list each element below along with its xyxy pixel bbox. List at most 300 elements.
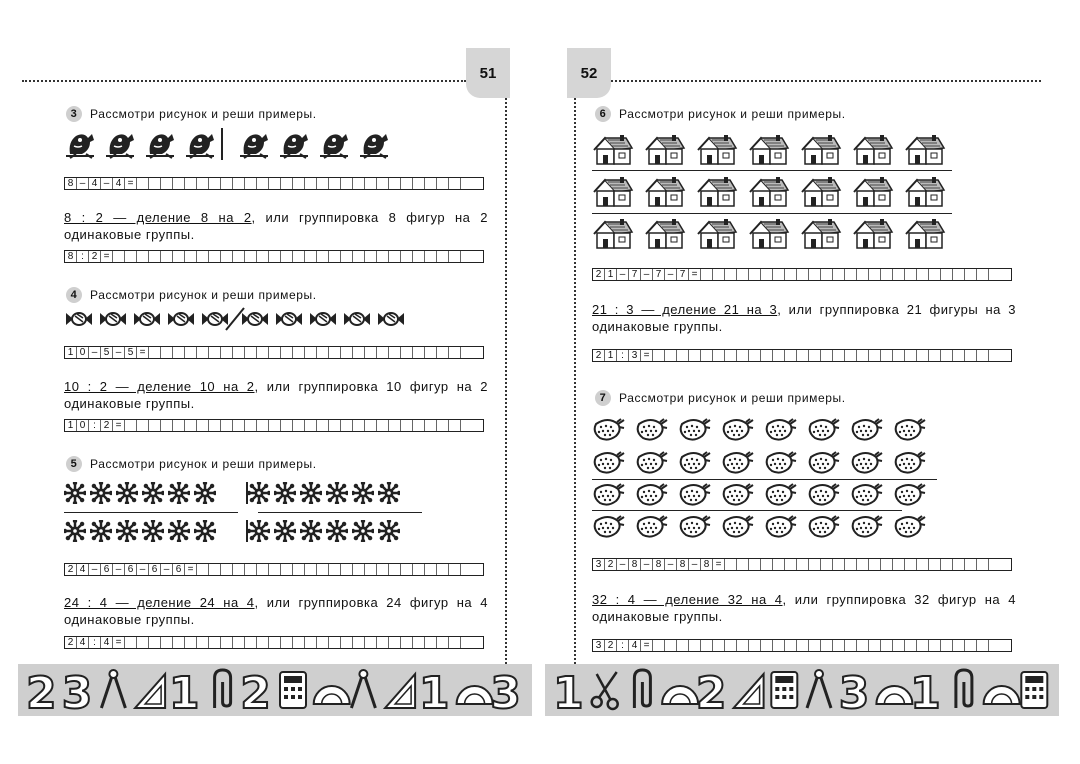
grid-cell-empty[interactable] [137, 637, 149, 648]
grid-cell-filled[interactable]: – [665, 559, 677, 570]
grid-cell-empty[interactable] [209, 637, 221, 648]
grid-cell-empty[interactable] [197, 251, 209, 262]
grid-cell-empty[interactable] [233, 347, 245, 358]
grid-cell-empty[interactable] [353, 178, 365, 189]
grid-cell-empty[interactable] [329, 637, 341, 648]
grid-cell-empty[interactable] [953, 640, 965, 651]
grid-cell-filled[interactable]: – [113, 347, 125, 358]
grid-cell-empty[interactable] [377, 251, 389, 262]
grid-cell-empty[interactable] [449, 178, 461, 189]
grid-cell-empty[interactable] [941, 269, 953, 280]
grid-cell-filled[interactable]: 8 [629, 559, 641, 570]
grid-cell-filled[interactable]: 8 [653, 559, 665, 570]
grid-cell-empty[interactable] [905, 269, 917, 280]
grid-cell-empty[interactable] [725, 269, 737, 280]
grid-cell-empty[interactable] [149, 347, 161, 358]
grid-cell-empty[interactable] [797, 350, 809, 361]
grid-cell-empty[interactable] [377, 178, 389, 189]
grid-cell-empty[interactable] [821, 640, 833, 651]
grid-cell-empty[interactable] [761, 350, 773, 361]
grid-cell-empty[interactable] [869, 559, 881, 570]
grid-cell-empty[interactable] [449, 251, 461, 262]
grid-cell-empty[interactable] [317, 564, 329, 575]
grid-cell-empty[interactable] [161, 178, 173, 189]
grid-cell-empty[interactable] [341, 178, 353, 189]
grid-cell-empty[interactable] [293, 564, 305, 575]
grid-cell-empty[interactable] [209, 420, 221, 431]
grid-cell-empty[interactable] [257, 637, 269, 648]
grid-cell-empty[interactable] [281, 251, 293, 262]
grid-cell-empty[interactable] [761, 269, 773, 280]
grid-cell-empty[interactable] [293, 420, 305, 431]
grid-cell-filled[interactable]: 4 [629, 640, 641, 651]
answer-grid[interactable] [64, 346, 484, 359]
grid-cell-empty[interactable] [329, 420, 341, 431]
grid-cell-empty[interactable] [353, 420, 365, 431]
grid-cell-empty[interactable] [701, 269, 713, 280]
grid-cell-empty[interactable] [677, 640, 689, 651]
grid-cell-empty[interactable] [905, 559, 917, 570]
grid-cell-empty[interactable] [221, 178, 233, 189]
grid-cell-empty[interactable] [437, 347, 449, 358]
grid-cell-filled[interactable]: : [617, 350, 629, 361]
grid-cell-empty[interactable] [665, 350, 677, 361]
grid-cell-empty[interactable] [293, 347, 305, 358]
grid-cell-empty[interactable] [845, 559, 857, 570]
grid-cell-empty[interactable] [173, 347, 185, 358]
grid-cell-empty[interactable] [809, 559, 821, 570]
grid-cell-filled[interactable]: = [137, 347, 149, 358]
grid-cell-empty[interactable] [929, 640, 941, 651]
grid-cell-empty[interactable] [857, 350, 869, 361]
grid-cell-empty[interactable] [317, 420, 329, 431]
grid-cell-empty[interactable] [245, 564, 257, 575]
grid-cell-empty[interactable] [365, 637, 377, 648]
grid-cell-empty[interactable] [401, 637, 413, 648]
grid-cell-empty[interactable] [389, 420, 401, 431]
grid-cell-empty[interactable] [161, 347, 173, 358]
grid-cell-filled[interactable]: 3 [593, 640, 605, 651]
grid-cell-empty[interactable] [149, 637, 161, 648]
grid-cell-empty[interactable] [365, 178, 377, 189]
grid-cell-filled[interactable]: 5 [125, 347, 137, 358]
grid-cell-empty[interactable] [893, 269, 905, 280]
grid-cell-empty[interactable] [821, 269, 833, 280]
grid-cell-empty[interactable] [809, 269, 821, 280]
grid-cell-filled[interactable]: 8 [677, 559, 689, 570]
grid-cell-filled[interactable]: 7 [653, 269, 665, 280]
grid-cell-filled[interactable]: 3 [629, 350, 641, 361]
answer-grid[interactable] [592, 349, 1012, 362]
grid-cell-empty[interactable] [305, 564, 317, 575]
grid-cell-empty[interactable] [881, 350, 893, 361]
grid-cell-empty[interactable] [713, 640, 725, 651]
grid-cell-empty[interactable] [413, 178, 425, 189]
grid-cell-empty[interactable] [917, 640, 929, 651]
grid-cell-empty[interactable] [125, 420, 137, 431]
grid-cell-empty[interactable] [389, 347, 401, 358]
grid-cell-empty[interactable] [977, 350, 989, 361]
grid-cell-empty[interactable] [329, 564, 341, 575]
grid-cell-empty[interactable] [713, 350, 725, 361]
grid-cell-empty[interactable] [389, 251, 401, 262]
grid-cell-empty[interactable] [977, 269, 989, 280]
grid-cell-empty[interactable] [221, 347, 233, 358]
grid-cell-empty[interactable] [749, 559, 761, 570]
grid-cell-filled[interactable]: 2 [65, 564, 77, 575]
grid-cell-empty[interactable] [269, 347, 281, 358]
grid-cell-empty[interactable] [281, 420, 293, 431]
grid-cell-empty[interactable] [461, 347, 472, 358]
grid-cell-empty[interactable] [989, 350, 1000, 361]
grid-cell-empty[interactable] [269, 251, 281, 262]
grid-cell-empty[interactable] [773, 559, 785, 570]
grid-cell-empty[interactable] [425, 637, 437, 648]
grid-cell-empty[interactable] [125, 637, 137, 648]
grid-cell-filled[interactable]: = [113, 420, 125, 431]
grid-cell-empty[interactable] [833, 269, 845, 280]
grid-cell-filled[interactable]: = [641, 640, 653, 651]
grid-cell-empty[interactable] [305, 347, 317, 358]
grid-cell-filled[interactable]: 4 [89, 178, 101, 189]
grid-cell-empty[interactable] [341, 637, 353, 648]
grid-cell-empty[interactable] [149, 420, 161, 431]
grid-cell-empty[interactable] [197, 564, 209, 575]
grid-cell-empty[interactable] [401, 347, 413, 358]
grid-cell-filled[interactable]: 4 [77, 637, 89, 648]
grid-cell-empty[interactable] [257, 178, 269, 189]
grid-cell-empty[interactable] [389, 564, 401, 575]
grid-cell-empty[interactable] [833, 350, 845, 361]
grid-cell-empty[interactable] [425, 420, 437, 431]
grid-cell-empty[interactable] [989, 640, 1000, 651]
grid-cell-filled[interactable]: : [89, 420, 101, 431]
grid-cell-empty[interactable] [797, 559, 809, 570]
grid-cell-empty[interactable] [737, 640, 749, 651]
grid-cell-filled[interactable]: = [185, 564, 197, 575]
grid-cell-empty[interactable] [197, 637, 209, 648]
grid-cell-filled[interactable]: – [161, 564, 173, 575]
grid-cell-empty[interactable] [953, 350, 965, 361]
grid-cell-empty[interactable] [281, 347, 293, 358]
grid-cell-empty[interactable] [929, 269, 941, 280]
grid-cell-empty[interactable] [461, 564, 472, 575]
grid-cell-empty[interactable] [665, 640, 677, 651]
grid-cell-empty[interactable] [893, 350, 905, 361]
grid-cell-empty[interactable] [377, 347, 389, 358]
grid-cell-filled[interactable]: 6 [101, 564, 113, 575]
grid-cell-empty[interactable] [233, 637, 245, 648]
grid-cell-empty[interactable] [269, 637, 281, 648]
grid-cell-empty[interactable] [197, 178, 209, 189]
grid-cell-filled[interactable]: = [641, 350, 653, 361]
grid-cell-empty[interactable] [653, 640, 665, 651]
grid-cell-empty[interactable] [845, 350, 857, 361]
grid-cell-filled[interactable]: 1 [605, 350, 617, 361]
grid-cell-empty[interactable] [365, 420, 377, 431]
grid-cell-empty[interactable] [881, 640, 893, 651]
grid-cell-empty[interactable] [413, 420, 425, 431]
grid-cell-empty[interactable] [749, 640, 761, 651]
grid-cell-empty[interactable] [185, 637, 197, 648]
grid-cell-empty[interactable] [461, 251, 472, 262]
grid-cell-empty[interactable] [233, 178, 245, 189]
grid-cell-empty[interactable] [845, 640, 857, 651]
grid-cell-empty[interactable] [365, 564, 377, 575]
grid-cell-empty[interactable] [929, 559, 941, 570]
grid-cell-filled[interactable]: – [113, 564, 125, 575]
grid-cell-empty[interactable] [953, 269, 965, 280]
grid-cell-empty[interactable] [257, 564, 269, 575]
grid-cell-empty[interactable] [785, 269, 797, 280]
grid-cell-filled[interactable]: 1 [65, 420, 77, 431]
grid-cell-empty[interactable] [353, 251, 365, 262]
grid-cell-empty[interactable] [989, 269, 1000, 280]
grid-cell-empty[interactable] [437, 251, 449, 262]
grid-cell-empty[interactable] [977, 640, 989, 651]
grid-cell-empty[interactable] [737, 559, 749, 570]
grid-cell-empty[interactable] [269, 564, 281, 575]
grid-cell-empty[interactable] [461, 637, 472, 648]
grid-cell-empty[interactable] [689, 640, 701, 651]
grid-cell-empty[interactable] [317, 178, 329, 189]
grid-cell-empty[interactable] [401, 251, 413, 262]
grid-cell-empty[interactable] [341, 347, 353, 358]
grid-cell-empty[interactable] [161, 420, 173, 431]
grid-cell-empty[interactable] [281, 637, 293, 648]
grid-cell-empty[interactable] [353, 637, 365, 648]
grid-cell-empty[interactable] [257, 251, 269, 262]
grid-cell-empty[interactable] [941, 640, 953, 651]
grid-cell-empty[interactable] [413, 564, 425, 575]
grid-cell-empty[interactable] [329, 251, 341, 262]
grid-cell-empty[interactable] [725, 559, 737, 570]
grid-cell-filled[interactable]: 1 [65, 347, 77, 358]
grid-cell-filled[interactable]: 4 [77, 564, 89, 575]
answer-grid[interactable] [592, 639, 1012, 652]
grid-cell-empty[interactable] [161, 637, 173, 648]
grid-cell-empty[interactable] [725, 350, 737, 361]
grid-cell-filled[interactable]: 8 [65, 251, 77, 262]
grid-cell-empty[interactable] [401, 178, 413, 189]
grid-cell-empty[interactable] [209, 347, 221, 358]
grid-cell-empty[interactable] [821, 559, 833, 570]
grid-cell-empty[interactable] [989, 559, 1000, 570]
grid-cell-empty[interactable] [305, 637, 317, 648]
grid-cell-empty[interactable] [461, 420, 472, 431]
grid-cell-empty[interactable] [701, 640, 713, 651]
grid-cell-empty[interactable] [809, 350, 821, 361]
grid-cell-filled[interactable]: 4 [101, 637, 113, 648]
grid-cell-empty[interactable] [293, 251, 305, 262]
grid-cell-empty[interactable] [653, 350, 665, 361]
grid-cell-empty[interactable] [221, 637, 233, 648]
grid-cell-empty[interactable] [845, 269, 857, 280]
grid-cell-filled[interactable]: = [689, 269, 701, 280]
grid-cell-empty[interactable] [821, 350, 833, 361]
answer-grid[interactable] [64, 419, 484, 432]
grid-cell-empty[interactable] [773, 640, 785, 651]
grid-cell-empty[interactable] [149, 251, 161, 262]
grid-cell-filled[interactable]: – [137, 564, 149, 575]
grid-cell-empty[interactable] [209, 178, 221, 189]
grid-cell-empty[interactable] [941, 559, 953, 570]
grid-cell-empty[interactable] [917, 269, 929, 280]
grid-cell-empty[interactable] [185, 347, 197, 358]
grid-cell-empty[interactable] [197, 420, 209, 431]
grid-cell-empty[interactable] [425, 347, 437, 358]
grid-cell-empty[interactable] [749, 269, 761, 280]
grid-cell-empty[interactable] [677, 350, 689, 361]
grid-cell-filled[interactable]: 0 [77, 347, 89, 358]
grid-cell-empty[interactable] [209, 564, 221, 575]
grid-cell-empty[interactable] [761, 640, 773, 651]
answer-grid[interactable] [64, 563, 484, 576]
grid-cell-empty[interactable] [461, 178, 472, 189]
grid-cell-empty[interactable] [221, 564, 233, 575]
grid-cell-filled[interactable]: 0 [77, 420, 89, 431]
grid-cell-empty[interactable] [269, 420, 281, 431]
grid-cell-empty[interactable] [197, 347, 209, 358]
grid-cell-empty[interactable] [869, 640, 881, 651]
grid-cell-filled[interactable]: – [101, 178, 113, 189]
grid-cell-empty[interactable] [881, 269, 893, 280]
grid-cell-empty[interactable] [233, 251, 245, 262]
grid-cell-empty[interactable] [401, 420, 413, 431]
grid-cell-empty[interactable] [305, 178, 317, 189]
grid-cell-filled[interactable]: – [89, 347, 101, 358]
grid-cell-empty[interactable] [689, 350, 701, 361]
grid-cell-empty[interactable] [185, 178, 197, 189]
grid-cell-empty[interactable] [173, 420, 185, 431]
grid-cell-empty[interactable] [413, 251, 425, 262]
grid-cell-empty[interactable] [353, 347, 365, 358]
grid-cell-filled[interactable]: 6 [149, 564, 161, 575]
grid-cell-filled[interactable]: 2 [89, 251, 101, 262]
grid-cell-empty[interactable] [173, 178, 185, 189]
grid-cell-empty[interactable] [209, 251, 221, 262]
grid-cell-empty[interactable] [173, 251, 185, 262]
grid-cell-empty[interactable] [869, 269, 881, 280]
grid-cell-empty[interactable] [245, 251, 257, 262]
answer-grid[interactable] [64, 177, 484, 190]
grid-cell-empty[interactable] [221, 420, 233, 431]
grid-cell-empty[interactable] [329, 347, 341, 358]
grid-cell-filled[interactable]: 8 [701, 559, 713, 570]
grid-cell-empty[interactable] [377, 637, 389, 648]
grid-cell-empty[interactable] [785, 559, 797, 570]
grid-cell-empty[interactable] [893, 559, 905, 570]
grid-cell-empty[interactable] [797, 269, 809, 280]
grid-cell-empty[interactable] [929, 350, 941, 361]
grid-cell-empty[interactable] [389, 178, 401, 189]
grid-cell-empty[interactable] [965, 350, 977, 361]
grid-cell-empty[interactable] [965, 269, 977, 280]
grid-cell-filled[interactable]: = [101, 251, 113, 262]
grid-cell-filled[interactable]: 6 [173, 564, 185, 575]
grid-cell-empty[interactable] [365, 251, 377, 262]
grid-cell-empty[interactable] [269, 178, 281, 189]
grid-cell-empty[interactable] [281, 564, 293, 575]
grid-cell-empty[interactable] [905, 640, 917, 651]
grid-cell-empty[interactable] [437, 420, 449, 431]
grid-cell-empty[interactable] [881, 559, 893, 570]
grid-cell-empty[interactable] [449, 420, 461, 431]
grid-cell-empty[interactable] [353, 564, 365, 575]
grid-cell-empty[interactable] [773, 269, 785, 280]
grid-cell-filled[interactable]: – [689, 559, 701, 570]
grid-cell-empty[interactable] [725, 640, 737, 651]
grid-cell-empty[interactable] [857, 269, 869, 280]
grid-cell-empty[interactable] [953, 559, 965, 570]
grid-cell-empty[interactable] [797, 640, 809, 651]
grid-cell-empty[interactable] [413, 347, 425, 358]
grid-cell-filled[interactable]: – [617, 559, 629, 570]
grid-cell-empty[interactable] [329, 178, 341, 189]
grid-cell-empty[interactable] [449, 564, 461, 575]
grid-cell-empty[interactable] [281, 178, 293, 189]
grid-cell-empty[interactable] [245, 178, 257, 189]
grid-cell-empty[interactable] [257, 420, 269, 431]
grid-cell-empty[interactable] [317, 637, 329, 648]
grid-cell-empty[interactable] [437, 637, 449, 648]
grid-cell-empty[interactable] [317, 251, 329, 262]
grid-cell-empty[interactable] [245, 347, 257, 358]
grid-cell-filled[interactable]: 2 [593, 269, 605, 280]
grid-cell-empty[interactable] [425, 178, 437, 189]
grid-cell-empty[interactable] [425, 564, 437, 575]
grid-cell-empty[interactable] [245, 637, 257, 648]
grid-cell-empty[interactable] [233, 420, 245, 431]
grid-cell-filled[interactable]: 1 [605, 269, 617, 280]
grid-cell-filled[interactable]: 4 [113, 178, 125, 189]
answer-grid[interactable] [64, 636, 484, 649]
grid-cell-empty[interactable] [905, 350, 917, 361]
grid-cell-empty[interactable] [293, 178, 305, 189]
grid-cell-filled[interactable]: 3 [593, 559, 605, 570]
grid-cell-empty[interactable] [857, 559, 869, 570]
grid-cell-filled[interactable]: = [125, 178, 137, 189]
grid-cell-filled[interactable]: = [713, 559, 725, 570]
grid-cell-filled[interactable]: – [89, 564, 101, 575]
grid-cell-filled[interactable]: – [617, 269, 629, 280]
grid-cell-empty[interactable] [977, 559, 989, 570]
grid-cell-empty[interactable] [965, 640, 977, 651]
grid-cell-filled[interactable]: : [77, 251, 89, 262]
grid-cell-empty[interactable] [449, 347, 461, 358]
answer-grid[interactable] [592, 558, 1012, 571]
grid-cell-empty[interactable] [305, 251, 317, 262]
grid-cell-empty[interactable] [173, 637, 185, 648]
grid-cell-empty[interactable] [341, 564, 353, 575]
grid-cell-empty[interactable] [161, 251, 173, 262]
grid-cell-empty[interactable] [377, 564, 389, 575]
grid-cell-filled[interactable]: 8 [65, 178, 77, 189]
grid-cell-empty[interactable] [833, 640, 845, 651]
grid-cell-empty[interactable] [941, 350, 953, 361]
grid-cell-empty[interactable] [893, 640, 905, 651]
grid-cell-empty[interactable] [773, 350, 785, 361]
grid-cell-empty[interactable] [341, 420, 353, 431]
grid-cell-empty[interactable] [305, 420, 317, 431]
grid-cell-empty[interactable] [737, 350, 749, 361]
grid-cell-empty[interactable] [437, 564, 449, 575]
grid-cell-filled[interactable]: – [665, 269, 677, 280]
grid-cell-empty[interactable] [377, 420, 389, 431]
grid-cell-filled[interactable]: 7 [677, 269, 689, 280]
grid-cell-empty[interactable] [149, 178, 161, 189]
grid-cell-empty[interactable] [701, 350, 713, 361]
